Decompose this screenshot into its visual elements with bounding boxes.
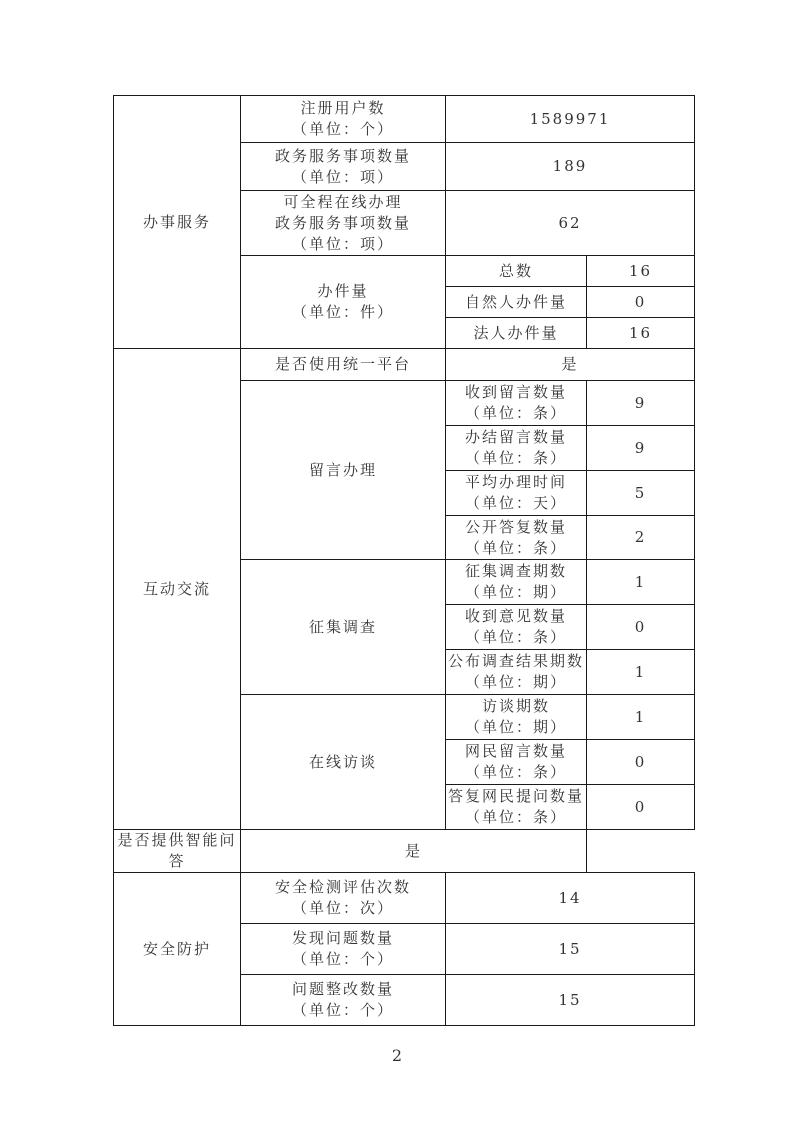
- label-line: 收到留言数量: [464, 383, 567, 401]
- label-unit: （单位：条）: [464, 808, 567, 826]
- label-unit: （单位：期）: [464, 673, 567, 691]
- value-survey-periods: 1: [587, 560, 695, 605]
- label-unit: （单位：个）: [291, 950, 394, 968]
- label-msg-received: [446, 381, 587, 426]
- label-unified-platform: 是否使用统一平台: [241, 349, 446, 381]
- label-message-handling-group: 留言办理: [241, 381, 446, 560]
- label-unit: （单位：条）: [464, 763, 567, 781]
- label-problems-fixed: [241, 975, 446, 1026]
- value-problems-found: 15: [446, 924, 695, 975]
- label-line: 征集调查期数: [464, 562, 567, 580]
- page-number: 2: [391, 1046, 403, 1065]
- label-unit: （单位：件）: [291, 303, 394, 321]
- label-unit: （单位：次）: [291, 899, 394, 917]
- label-unit: （单位：项）: [291, 234, 394, 253]
- label-cases-legal: 法人办件量: [446, 318, 587, 349]
- label-unit: （单位：期）: [464, 718, 567, 736]
- label-line: 公开答复数量: [464, 517, 567, 536]
- label-registered-users: [241, 96, 446, 143]
- label-unit: （单位：条）: [464, 538, 567, 557]
- label-gov-service-items: [241, 143, 446, 191]
- label-smart-qa: 是否提供智能问答: [114, 830, 241, 873]
- label-survey-group: 征集调查: [241, 560, 446, 695]
- label-line: 网民留言数量: [464, 742, 567, 760]
- label-line: 可全程在线办理: [283, 192, 403, 211]
- label-line: 平均办理时间: [464, 473, 567, 491]
- label-unit: （单位：期）: [464, 583, 567, 601]
- label-interview-group: 在线访谈: [241, 695, 446, 830]
- label-line: 政务服务事项数量: [274, 213, 411, 232]
- label-security-assessments: [241, 873, 446, 924]
- label-interview-periods: [446, 695, 587, 740]
- value-full-online-items: 62: [446, 191, 695, 256]
- section-label-security: [114, 873, 241, 1026]
- label-unit: （单位：条）: [464, 404, 567, 422]
- label-unit: （单位：天）: [464, 494, 567, 512]
- value-msg-public-replies: 2: [587, 516, 695, 560]
- label-interview-replies: [446, 785, 587, 830]
- value-interview-replies: 0: [587, 785, 695, 830]
- label-survey-periods: [446, 560, 587, 605]
- label-unit: （单位：个）: [291, 120, 394, 138]
- label-line: 公布调查结果期数: [448, 652, 585, 670]
- label-line: 访谈期数: [481, 697, 550, 715]
- section-label-service: [114, 96, 241, 349]
- value-survey-opinions: 0: [587, 605, 695, 650]
- label-survey-results: [446, 650, 587, 695]
- value-smart-qa: 是: [241, 830, 587, 873]
- value-msg-completed: 9: [587, 426, 695, 471]
- label-line: 安全检测评估次数: [274, 878, 411, 896]
- value-unified-platform: 是: [446, 349, 695, 381]
- label-line: 政务服务事项数量: [274, 146, 411, 165]
- value-security-assessments: 14: [446, 873, 695, 924]
- label-unit: （单位：条）: [464, 628, 567, 646]
- value-cases-natural: 0: [587, 287, 695, 318]
- value-registered-users: 1589971: [446, 96, 695, 143]
- label-unit: （单位：项）: [291, 167, 394, 186]
- annual-report-table: [113, 95, 695, 1026]
- value-cases-total: 16: [587, 256, 695, 287]
- value-interview-messages: 0: [587, 740, 695, 785]
- label-line: 办结留言数量: [464, 428, 567, 446]
- label-unit: （单位：条）: [464, 449, 567, 467]
- value-cases-legal: 16: [587, 318, 695, 349]
- section-label-interaction: [114, 349, 241, 830]
- label-survey-opinions: [446, 605, 587, 650]
- label-line: 答复网民提问数量: [448, 787, 585, 805]
- label-msg-avg-time: [446, 471, 587, 516]
- value-survey-results: 1: [587, 650, 695, 695]
- label-msg-completed: [446, 426, 587, 471]
- label-line: 收到意见数量: [464, 607, 567, 625]
- label-cases-natural: 自然人办件量: [446, 287, 587, 318]
- value-msg-avg-time: 5: [587, 471, 695, 516]
- value-interview-periods: 1: [587, 695, 695, 740]
- section-label-text: 互动交流: [142, 579, 211, 598]
- value-problems-fixed: 15: [446, 975, 695, 1026]
- label-problems-found: [241, 924, 446, 975]
- label-line: 注册用户数: [300, 99, 386, 117]
- label-line: 问题整改数量: [291, 980, 394, 998]
- label-line: 发现问题数量: [291, 929, 394, 947]
- label-unit: （单位：个）: [291, 1001, 394, 1019]
- label-line: 办件量: [317, 282, 369, 300]
- section-label-text: 办事服务: [142, 212, 211, 231]
- label-cases-group: [241, 256, 446, 349]
- label-interview-messages: [446, 740, 587, 785]
- label-msg-public-replies: [446, 516, 587, 560]
- label-full-online-items: [241, 191, 446, 256]
- label-cases-total: 总数: [446, 256, 587, 287]
- section-label-text: 安全防护: [142, 939, 211, 958]
- value-msg-received: 9: [587, 381, 695, 426]
- value-gov-service-items: 189: [446, 143, 695, 191]
